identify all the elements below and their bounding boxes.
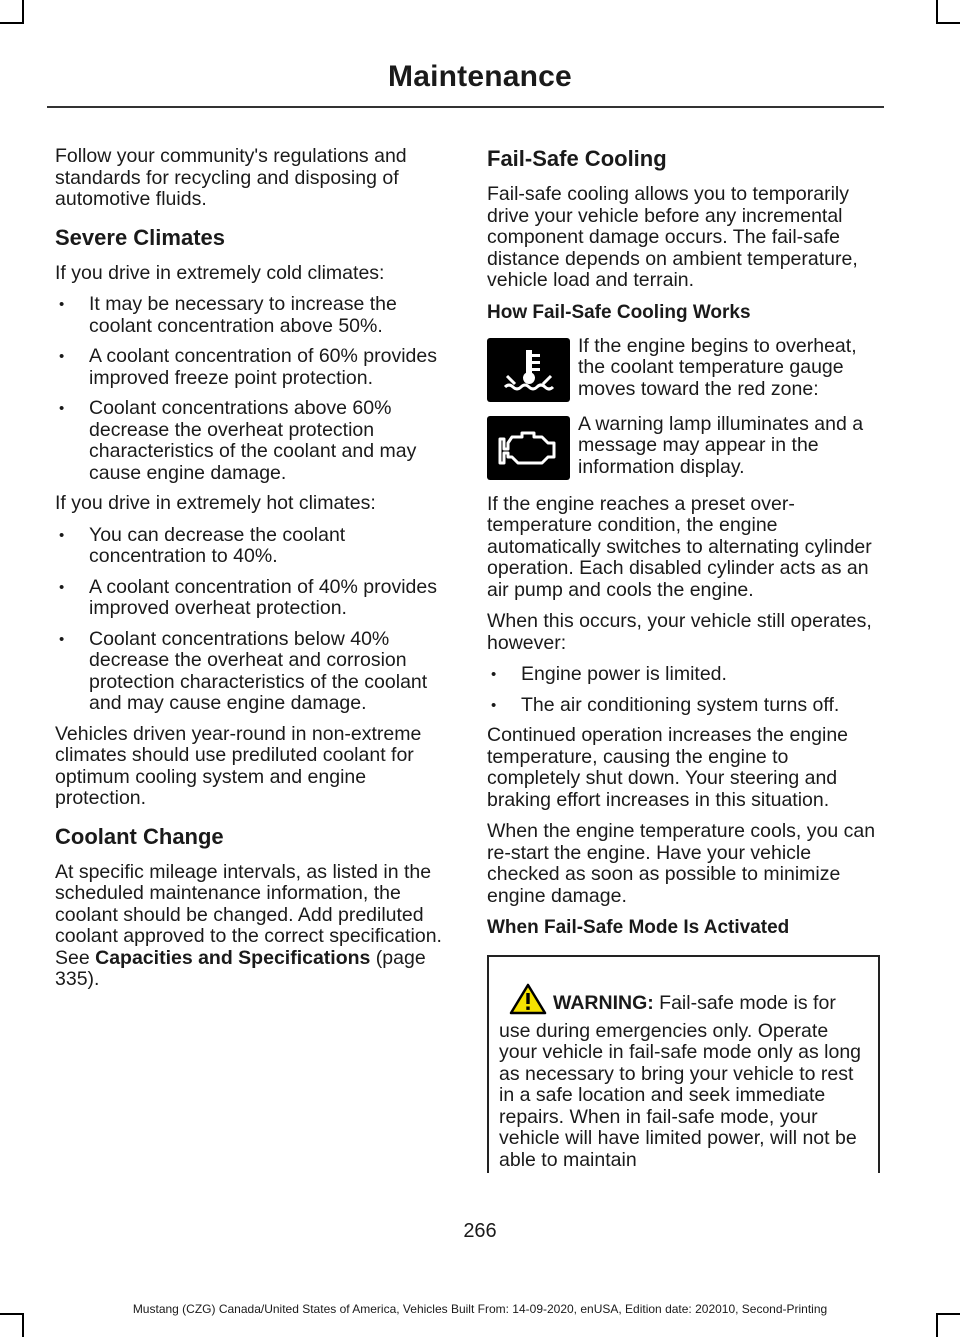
check-engine-text: A warning lamp illuminates and a message may appear in the information display.	[578, 412, 864, 478]
coolant-change-heading: Coolant Change	[55, 823, 224, 849]
list-item: • A coolant concentration of 40% provides improved overheat protection.	[55, 577, 448, 620]
preset-paragraph: If the engine reaches a preset over-temperature condition, the engine automatically switches to alternating cylinder operation. Each disabled cylinder acts as an air pump and cools the engine.	[487, 492, 872, 601]
activated-heading: When Fail-Safe Mode Is Activated	[487, 917, 790, 938]
cold-intro: If you drive in extremely cold climates:	[55, 261, 385, 284]
footer-text: Mustang (CZG) Canada/United States of America, Vehicles Built From: 14-09-2020, enUSA, Edition date: 202010, Second-Printing	[132, 1302, 828, 1316]
left-column	[55, 146, 448, 1001]
cools-paragraph: When the engine temperature cools, you can re-start the engine. Have your vehicle checked as soon as possible to minimize engine damage.	[487, 820, 876, 907]
occurs-paragraph: When this occurs, your vehicle still operates, however:	[487, 610, 872, 654]
list-item: • Coolant concentrations above 60% decrease the overheat protection characteristics of the coolant and may cause engine damage.	[55, 398, 448, 484]
warning-label: WARNING:	[553, 992, 654, 1014]
warning-box	[487, 955, 880, 1173]
coolant-temperature-row	[487, 334, 880, 402]
crop-mark-bottom-left	[22, 1313, 24, 1337]
continued-paragraph: Continued operation increases the engine temperature, causing the engine to completely shut down. Your steering and braking effort increases in this situation.	[487, 724, 849, 811]
climate-closing-paragraph: Vehicles driven year-round in non-extreme climates should use prediluted coolant for optimum cooling system and engine protection.	[55, 722, 422, 809]
list-item: • It may be necessary to increase the coolant concentration above 50%.	[55, 294, 448, 337]
list-item: • Coolant concentrations below 40% decrease the overheat and corrosion protection characteristics of the coolant and may cause engine damage.	[55, 629, 448, 715]
coolant-change-paragraph	[55, 862, 448, 991]
failsafe-intro: Fail-safe cooling allows you to temporarily drive your vehicle before any incremental component damage occurs. The fail-safe distance depends on ambient temperature, vehicle load and terrain.	[487, 183, 858, 291]
coolant-change-text: At specific mileage intervals, as listed in the scheduled maintenance information, the coolant should be changed. Add prediluted coolant approved to the correct specification. See	[55, 860, 442, 969]
page-title: Maintenance	[388, 60, 572, 93]
list-item: • A coolant concentration of 60% provides improved freeze point protection.	[55, 346, 448, 389]
list-item: • The air conditioning system turns off.	[487, 695, 880, 717]
warning-text: Fail-safe mode is for use during emergencies only. Operate your vehicle in fail-safe mode only as long as necessary to bring your vehicle to rest in a safe location and seek immediate repairs. When in fail-safe mode, your vehicle will have limited power, will not be able to maintain	[499, 992, 862, 1171]
intro-paragraph: Follow your community's regulations and standards for recycling and disposing of automotive fluids.	[55, 145, 407, 210]
list-item: • You can decrease the coolant concentration to 40%.	[55, 525, 448, 568]
warning-triangle-icon	[509, 983, 547, 1021]
coolant-temperature-icon	[487, 338, 570, 402]
check-engine-icon	[487, 416, 570, 480]
how-failsafe-heading: How Fail-Safe Cooling Works	[487, 301, 751, 323]
failsafe-heading: Fail-Safe Cooling	[487, 146, 667, 171]
hot-climate-list	[55, 525, 448, 715]
check-engine-row	[487, 412, 880, 480]
list-item: • Engine power is limited.	[487, 664, 880, 686]
coolant-temperature-text: If the engine begins to overheat, the coolant temperature gauge moves toward the red zone:	[578, 334, 857, 400]
capacities-link[interactable]: Capacities and Specifications	[95, 946, 371, 969]
header-divider	[47, 106, 884, 108]
crop-mark-bottom-right	[936, 1313, 938, 1337]
crop-mark-top-right	[936, 0, 938, 22]
crop-mark-top-left	[22, 0, 24, 22]
crop-mark-top-left	[0, 22, 24, 24]
crop-mark-top-right	[936, 22, 960, 24]
severe-climates-heading: Severe Climates	[55, 224, 225, 250]
page-reference: (page 335).	[55, 946, 426, 990]
page-number: 266	[463, 1220, 497, 1242]
hot-intro: If you drive in extremely hot climates:	[55, 492, 376, 514]
occurs-list	[487, 664, 880, 716]
cold-climate-list	[55, 294, 448, 484]
right-column	[487, 146, 880, 1173]
